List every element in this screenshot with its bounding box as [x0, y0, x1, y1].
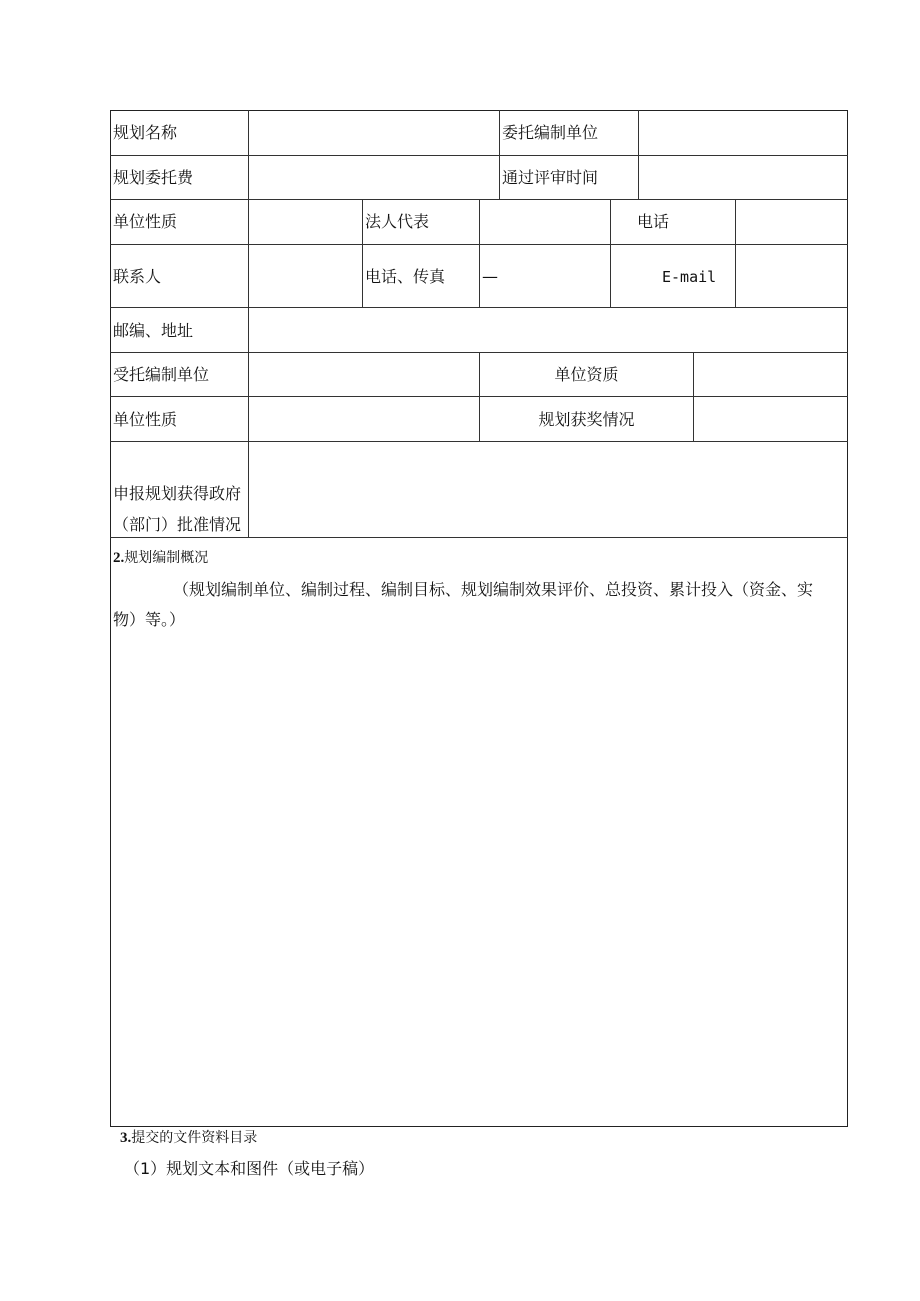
column-divider: [362, 199, 363, 307]
postcode-address-field[interactable]: [252, 311, 844, 349]
section2-heading: [113, 548, 208, 568]
column-divider: [479, 199, 480, 307]
postcode-address-label: 邮编、地址: [113, 321, 194, 340]
column-divider: [735, 199, 736, 307]
approval-label-line1: 申报规划获得政府: [113, 484, 242, 503]
legal-rep-field[interactable]: [483, 203, 607, 241]
section2-note-line2: 物）等。）: [113, 610, 186, 629]
approval-label-line2: （部门）批准情况: [113, 515, 242, 534]
contact-label: 联系人: [113, 267, 162, 286]
column-divider: [248, 110, 249, 537]
phone-field[interactable]: [739, 203, 845, 241]
awards-field[interactable]: [697, 400, 845, 438]
review-time-field[interactable]: [642, 159, 844, 197]
row-divider: [110, 155, 848, 156]
section2-heading-number: 2.: [113, 550, 125, 566]
awards-label: 规划获奖情况: [538, 410, 635, 429]
phone-fax-value: —: [482, 267, 498, 286]
approval-field[interactable]: [252, 445, 844, 533]
section2-note-line1: （规划编制单位、编制过程、编制目标、规划编制效果评价、总投资、累计投入（资金、实: [173, 580, 814, 599]
column-divider: [693, 352, 694, 441]
section2-content-area[interactable]: [114, 640, 844, 1120]
section3-heading-number: 3.: [120, 1130, 132, 1146]
column-divider: [638, 110, 639, 199]
commission-fee-field[interactable]: [252, 159, 496, 197]
section3-item-1: （1）规划文本和图件（或电子稿）: [124, 1159, 375, 1178]
phone-label: 电话: [636, 212, 669, 231]
phone-fax-label: 电话、传真: [365, 267, 446, 286]
review-time-label: 通过评审时间: [502, 168, 599, 187]
commission-fee-label: 规划委托费: [113, 168, 194, 187]
legal-rep-label: 法人代表: [365, 212, 430, 231]
row-divider: [110, 307, 848, 308]
section3-heading-text: 提交的文件资料目录: [131, 1130, 258, 1146]
unit-qualification-field[interactable]: [697, 356, 845, 394]
entrusted-unit-field[interactable]: [252, 356, 476, 394]
unit-qualification-label: 单位资质: [554, 365, 619, 384]
commission-unit-label: 委托编制单位: [502, 123, 599, 142]
email-label: E-mail: [662, 268, 717, 286]
email-field[interactable]: [739, 248, 845, 304]
section3-heading: [120, 1128, 257, 1148]
commission-unit-field[interactable]: [642, 114, 844, 152]
contact-field[interactable]: [252, 248, 358, 304]
unit-nature-label-2: 单位性质: [113, 410, 178, 429]
row-divider: [110, 537, 848, 538]
row-divider: [110, 441, 848, 442]
column-divider: [499, 110, 500, 199]
unit-nature-field-2[interactable]: [252, 400, 476, 438]
plan-name-label: 规划名称: [113, 123, 178, 142]
unit-nature-label: 单位性质: [113, 212, 178, 231]
unit-nature-field[interactable]: [252, 203, 358, 241]
section2-heading-text: 规划编制概况: [124, 550, 209, 566]
entrusted-unit-label: 受托编制单位: [113, 365, 210, 384]
plan-name-field[interactable]: [252, 114, 496, 152]
